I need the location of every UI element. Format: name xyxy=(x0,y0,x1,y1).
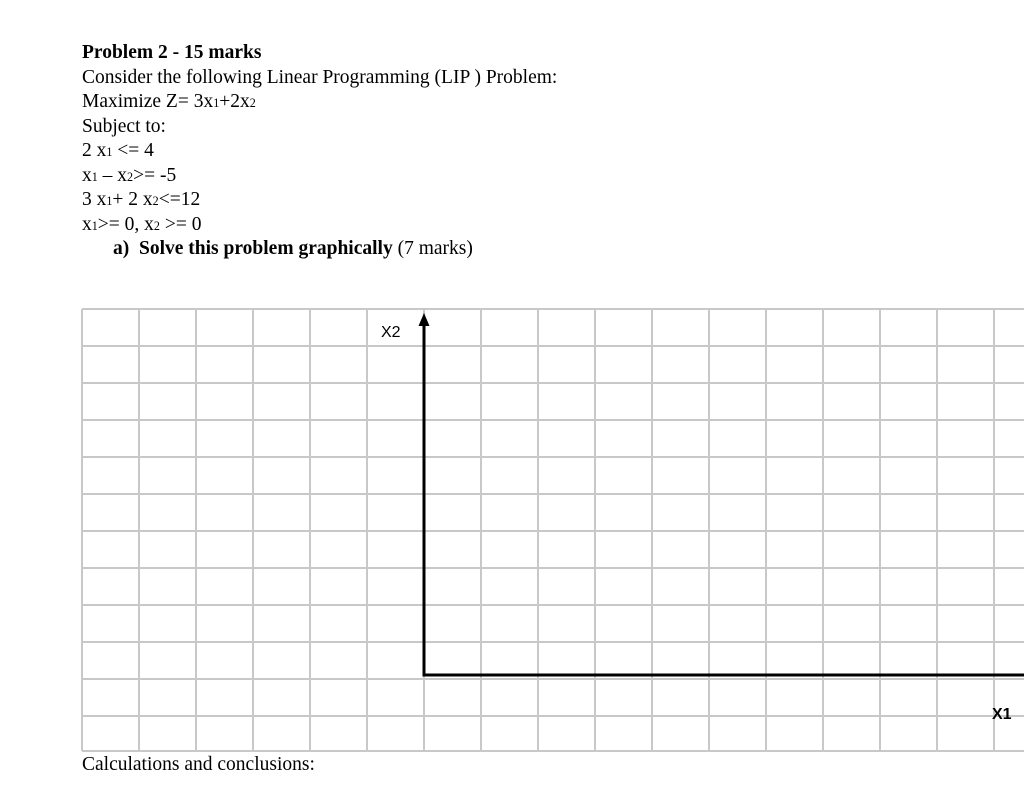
subject-to-label: Subject to: xyxy=(82,115,166,137)
constraint-2-part-a: x xyxy=(82,164,92,186)
constraint-2-subscript-1: 1 xyxy=(91,169,98,184)
constraint-1-subscript-1: 1 xyxy=(106,145,113,159)
constraint-4-subscript-1: 1 xyxy=(91,218,98,233)
constraint-3-part-a: 3 x xyxy=(82,189,107,210)
objective-mid: +2x xyxy=(219,91,250,112)
problem-title: Problem 2 - 15 marks xyxy=(82,42,262,63)
constraint-2-part-c: >= -5 xyxy=(133,164,177,186)
problem-intro: Consider the following Linear Programming (LIP ) Problem: xyxy=(82,66,558,88)
constraint-3-part-c: <=12 xyxy=(158,189,201,210)
constraint-3-subscript-1: 1 xyxy=(106,194,113,208)
constraint-3-subscript-2: 2 xyxy=(152,194,159,208)
objective-subscript-2: 2 xyxy=(249,96,256,110)
constraint-4-part-c: >= 0 xyxy=(159,213,202,235)
constraint-1-part-b: <= 4 xyxy=(112,140,154,161)
grid-lines xyxy=(82,309,1024,751)
x2-axis-arrowhead xyxy=(419,313,430,326)
constraint-4-part-a: x xyxy=(82,213,92,235)
x2-axis-label: X2 xyxy=(381,324,401,341)
constraint-3-part-b: + 2 x xyxy=(112,189,153,210)
calculations-label: Calculations and conclusions: xyxy=(82,754,315,775)
part-a-marks: (7 marks) xyxy=(392,238,473,259)
constraint-4-part-b: >= 0, x xyxy=(97,213,154,235)
constraint-2-part-b: – x xyxy=(97,164,128,186)
objective-prefix: Maximize Z= 3x xyxy=(82,91,214,112)
x1-axis-label: X1 xyxy=(992,706,1012,723)
part-a-marker: a) xyxy=(113,238,130,259)
part-a-bold-text: Solve this problem graphically xyxy=(139,238,393,259)
constraint-4-subscript-2: 2 xyxy=(153,218,160,233)
objective-subscript-1: 1 xyxy=(213,96,220,110)
constraint-2-subscript-2: 2 xyxy=(127,169,134,184)
constraint-1-part-a: 2 x xyxy=(82,140,107,161)
